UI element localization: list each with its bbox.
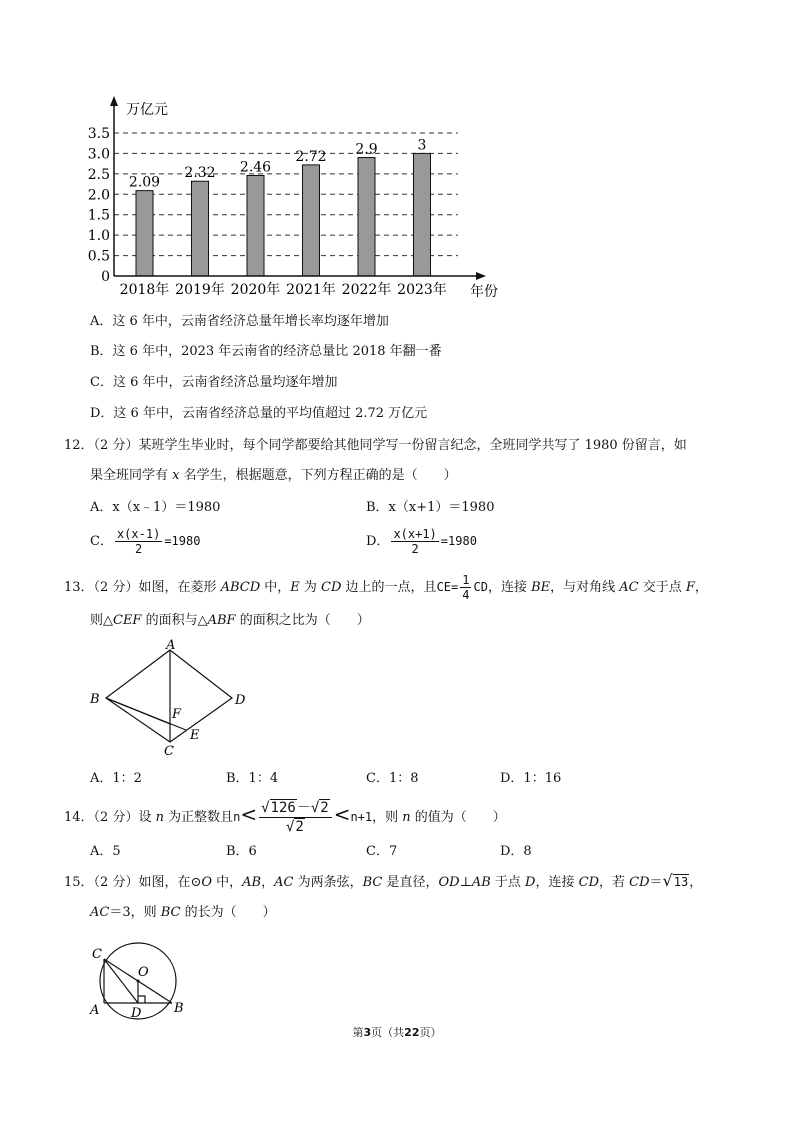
y-axis-label: 万亿元 <box>126 102 168 118</box>
bar <box>136 191 153 276</box>
q11-option-b: B．这 6 年中，2023 年云南省的经济总量比 2018 年翻一番 <box>90 344 442 359</box>
q12-stem-line1: 12．（2 分）某班学生毕业时，每个同学都要给其他同学写一份留言纪念，全班同学共写了 1980 份留言，如 <box>64 438 687 453</box>
fraction <box>391 527 438 556</box>
right-angle-mark <box>138 996 145 1003</box>
q14-text: 为正整数且 <box>163 810 234 825</box>
q15-text: ，连接 <box>535 875 579 890</box>
x-tick-label: 2020年 <box>230 282 281 298</box>
math-var: n <box>402 810 411 825</box>
math-var: OD <box>438 875 460 890</box>
y-tick-label: 0 <box>101 269 110 285</box>
page-number: 3 <box>363 1026 372 1039</box>
math-expr: n+1 <box>350 810 373 824</box>
label-b: B <box>174 1001 184 1016</box>
q13-option-c: C．1：8 <box>366 771 419 786</box>
rhombus-abcd <box>106 650 232 742</box>
math-var: O <box>201 875 213 890</box>
q13-stem-line1 <box>64 570 708 605</box>
math-expr: n <box>233 810 241 824</box>
less-than-sign: < <box>240 802 258 826</box>
math-var: AC <box>90 905 110 920</box>
bar-value-label: 2.72 <box>295 148 327 165</box>
footer-text: 第 <box>352 1026 364 1039</box>
perpendicular-sign: ⊥ <box>459 875 472 890</box>
bar-value-label: 2.09 <box>128 174 161 191</box>
q15-text: 15．（2 分）如图，在⊙ <box>64 875 202 890</box>
label-c: C <box>164 744 174 759</box>
bar-chart <box>80 90 510 300</box>
total-pages: 22 <box>404 1026 420 1039</box>
label-d: D <box>235 693 246 708</box>
denominator: 4 <box>462 588 470 602</box>
q12-option-b: B．x（x+1）＝1980 <box>366 500 495 515</box>
segment-cd <box>104 959 138 1003</box>
sqrt-radicand: 2 <box>320 800 329 816</box>
label-d: D <box>131 1006 142 1021</box>
q12-option-c <box>90 526 200 557</box>
equation-rhs: =1980 <box>164 534 201 548</box>
equals-sign: ＝ <box>649 875 663 890</box>
q13-text: 13．（2 分）如图，在菱形 <box>64 580 221 595</box>
bar <box>303 165 320 276</box>
math-var: ABCD <box>220 580 261 595</box>
numerator: 1 <box>462 573 470 587</box>
q15-stem-line1: 15．（2 分）如图，在⊙O 中，AB，AC 为两条弦，BC 是直径，OD⊥AB 于点 D，连接 CD，若 CD＝√13， <box>64 871 703 890</box>
math-var: AC <box>274 875 294 890</box>
x-tick-label: 2018年 <box>119 282 170 298</box>
math-var: AB <box>242 875 262 890</box>
math-var: ABF <box>207 613 236 628</box>
less-than-sign: < <box>333 802 351 826</box>
q15-text: 的长为（ ） <box>180 905 276 920</box>
q15-text: ，若 <box>599 875 630 890</box>
q15-text: 于点 <box>490 875 526 890</box>
q14-option-d: D．8 <box>500 844 532 859</box>
footer-text: 页） <box>419 1026 442 1039</box>
fraction <box>259 799 332 836</box>
minus-sign: － <box>296 800 311 816</box>
label-c: C <box>92 947 102 962</box>
option-letter: D． <box>366 534 390 549</box>
bar <box>192 181 209 276</box>
x-tick-label: 2021年 <box>286 282 336 298</box>
q13-text: 交于点 <box>638 580 686 595</box>
sqrt-radicand: 2 <box>295 819 304 835</box>
y-tick-label: 3.0 <box>87 146 110 163</box>
page-footer <box>0 1024 794 1040</box>
q14-text: ，则 <box>372 810 403 825</box>
label-b: B <box>90 692 100 707</box>
math-var: AC <box>619 580 639 595</box>
bar-value-label: 2.32 <box>184 165 216 182</box>
q12-stem-line2 <box>90 467 457 485</box>
q15-stem-line2 <box>90 904 276 922</box>
q13-option-d: D．1：16 <box>500 771 562 786</box>
q13-option-b: B．1：4 <box>226 771 279 786</box>
x-tick-label: 2019年 <box>175 282 225 298</box>
q12-text: 名学生，根据题意，下列方程正确的是（ ） <box>179 468 457 483</box>
y-tick-label: 1.0 <box>87 228 110 245</box>
math-expr: CE= <box>436 580 459 594</box>
q14-option-b: B．6 <box>226 844 257 859</box>
q13-text: 为 <box>299 580 322 595</box>
math-var: E <box>290 580 300 595</box>
math-var: D <box>525 875 536 890</box>
denominator: 2 <box>135 542 143 556</box>
sqrt-radicand: 126 <box>270 800 296 816</box>
x-axis-label: 年份 <box>470 284 498 300</box>
math-var: BC <box>160 905 181 920</box>
q15-text: ， <box>689 875 703 890</box>
q14-stem <box>64 793 506 839</box>
footer-text: 页（共 <box>371 1026 405 1039</box>
q11-option-d: D．这 6 年中，云南省经济总量的平均值超过 2.72 万亿元 <box>90 406 428 421</box>
numerator: x(x+1) <box>393 527 437 541</box>
q14-option-a: A．5 <box>90 844 121 859</box>
math-var: CEF <box>113 613 142 628</box>
rhombus-figure <box>84 638 264 760</box>
q15-text: ＝3，则 <box>109 905 161 920</box>
q15-text: ， <box>261 875 275 890</box>
numerator: √126－√2 <box>259 799 332 818</box>
option-letter: C． <box>90 534 113 549</box>
q11-option-a: A．这 6 年中，云南省经济总量年增长率均逐年增加 <box>90 314 389 329</box>
q12-option-a: A．x（x﹣1）＝1980 <box>90 500 221 515</box>
label-e: E <box>190 728 200 743</box>
bar <box>358 158 375 276</box>
x-axis-arrow <box>476 272 486 280</box>
q15-text: 为两条弦， <box>293 875 363 890</box>
label-f: F <box>172 707 182 722</box>
q13-text: 边上的一点，且 <box>341 580 437 595</box>
q13-stem-line2 <box>90 612 370 630</box>
equation-rhs: =1980 <box>440 534 477 548</box>
circle-figure <box>84 940 194 1022</box>
y-tick-label: 2.5 <box>87 166 110 183</box>
q13-text: 的面积之比为（ ） <box>235 613 370 628</box>
bar-value-label: 3 <box>417 137 427 154</box>
math-var: BC <box>362 875 383 890</box>
bar <box>414 153 431 276</box>
q13-text: 中， <box>260 580 291 595</box>
q13-text: 则△ <box>90 613 113 628</box>
math-var: n <box>155 810 164 825</box>
math-var: F <box>685 580 695 595</box>
y-axis-arrow <box>110 96 118 106</box>
math-var: CD <box>629 875 650 890</box>
math-var: CD <box>578 875 599 890</box>
denominator: 2 <box>411 542 419 556</box>
y-tick-label: 2.0 <box>87 187 110 204</box>
q14-text: 14．（2 分）设 <box>64 810 156 825</box>
x-tick-label: 2022年 <box>341 282 392 298</box>
bar <box>247 175 264 276</box>
math-var: CD <box>321 580 342 595</box>
sqrt-radicand: 13 <box>673 875 689 889</box>
math-var: BE <box>531 580 551 595</box>
q15-text: 是直径， <box>382 875 439 890</box>
q13-text: ，连接 <box>487 580 532 595</box>
bar-value-label: 2.9 <box>355 141 378 158</box>
label-o: O <box>138 965 149 980</box>
q14-option-c: C．7 <box>366 844 398 859</box>
bar-value-label: 2.46 <box>239 159 272 176</box>
label-a: A <box>90 1003 100 1018</box>
fraction <box>115 527 162 556</box>
q13-text: ， <box>694 580 708 595</box>
q15-text: 中， <box>212 875 243 890</box>
numerator: x(x-1) <box>116 527 161 541</box>
q11-option-c: C．这 6 年中，云南省经济总量均逐年增加 <box>90 375 338 390</box>
fraction <box>460 573 471 602</box>
q12-option-d <box>366 526 477 557</box>
label-a: A <box>166 638 176 653</box>
y-tick-label: 0.5 <box>87 248 110 265</box>
x-tick-label: 2023年 <box>397 282 447 298</box>
q13-option-a: A．1：2 <box>90 771 142 786</box>
math-var: AB <box>471 875 491 890</box>
q13-text: ，与对角线 <box>550 580 620 595</box>
q14-text: 的值为（ ） <box>410 810 506 825</box>
denominator: √2 <box>285 819 304 835</box>
q13-text: 的面积与△ <box>141 613 208 628</box>
q12-text: 果全班同学有 <box>90 468 173 483</box>
math-expr: CD <box>473 580 488 594</box>
q12-var-x: x <box>172 468 180 483</box>
y-tick-label: 3.5 <box>87 126 110 142</box>
y-tick-label: 1.5 <box>87 207 110 224</box>
